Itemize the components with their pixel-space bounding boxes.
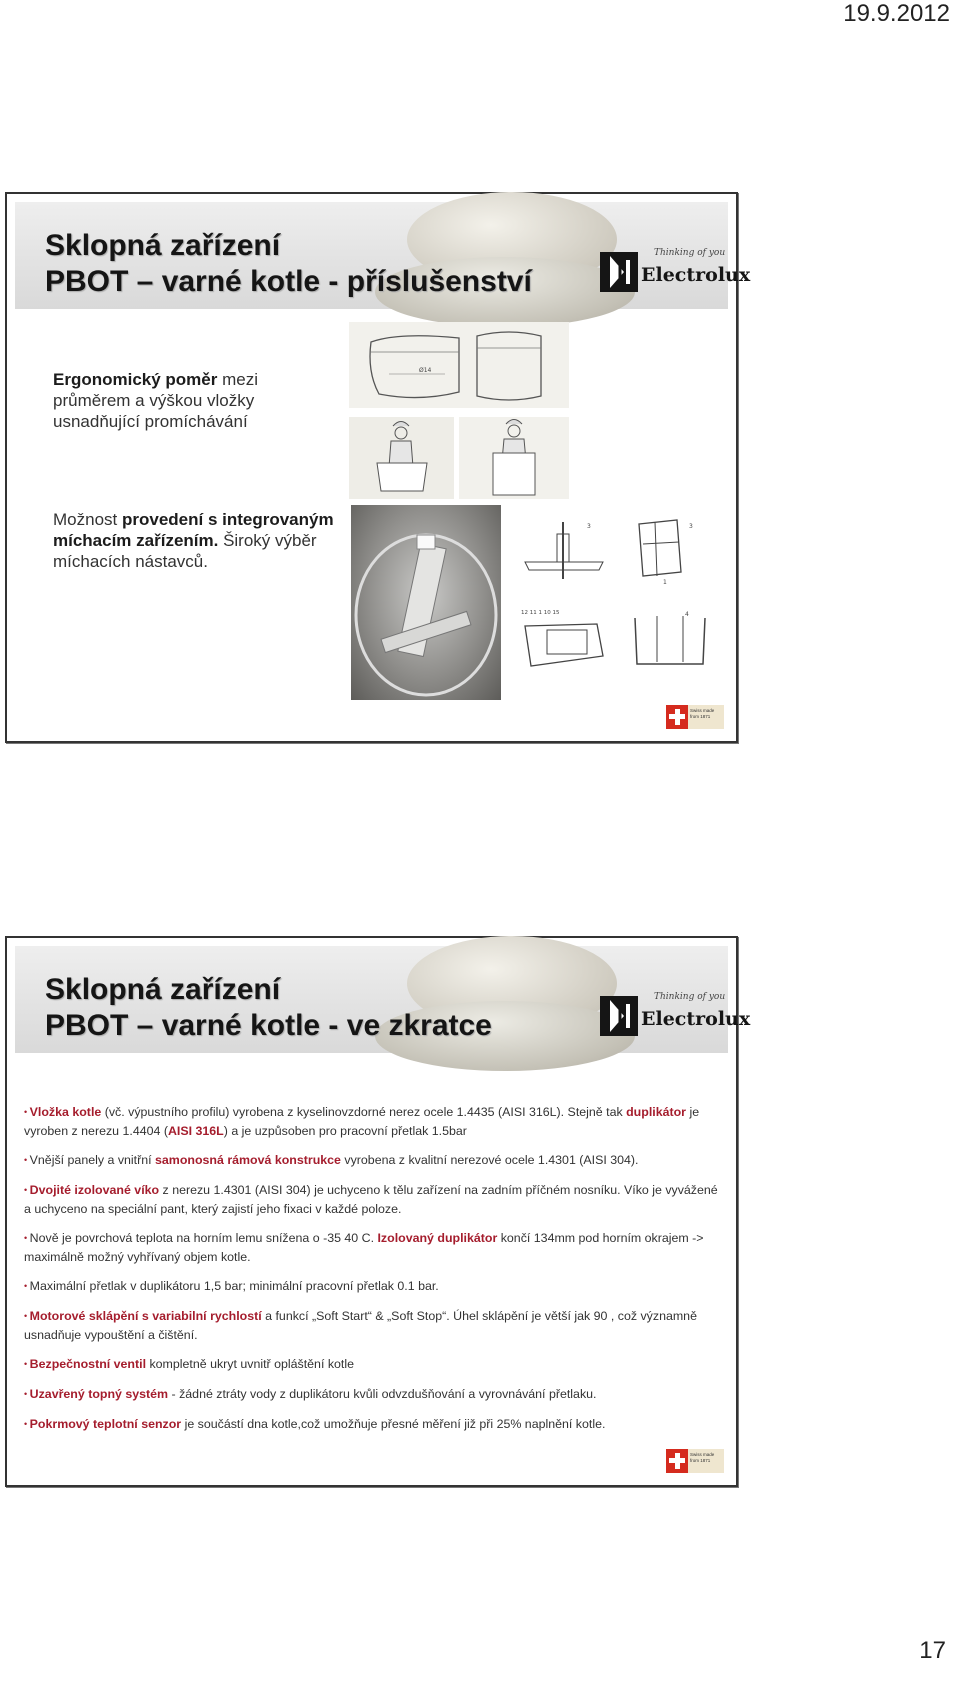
date-header: 19.9.2012	[843, 0, 950, 27]
summary-bullet	[24, 1103, 724, 1140]
highlight-text: samonosná rámová konstrukce	[155, 1153, 341, 1167]
highlight-text: Vložka kotle	[29, 1105, 102, 1119]
electrolux-mark-icon	[600, 252, 638, 292]
bullet-text: a funkcí „Soft Start“ & „Soft Stop“. Úhel sklápění je větší jak 90 , což významně usnadňuje vypouštění a čištění.	[24, 1309, 697, 1342]
electrolux-mark-icon	[600, 996, 638, 1036]
summary-bullet	[24, 1355, 724, 1374]
brand-name: Electrolux	[641, 1008, 751, 1030]
page-number: 17	[919, 1637, 946, 1664]
highlight-text: Dvojité izolované víko	[29, 1183, 160, 1197]
brand-tagline: Thinking of you	[654, 992, 726, 1002]
slide-accessories	[5, 192, 751, 743]
kettle-proportion-drawing	[349, 322, 569, 408]
chef-stirring-tall-kettle	[459, 417, 569, 499]
highlight-text: AISI 316L	[167, 1124, 224, 1138]
summary-bullet-list	[24, 1103, 724, 1445]
highlight-text: Bezpečnostní ventil	[29, 1357, 147, 1371]
electrolux-logo	[600, 992, 751, 1040]
swiss-made-badge: Swiss made from 1871	[666, 705, 724, 729]
summary-bullet	[24, 1277, 724, 1296]
integrated-mixer-photo	[351, 505, 501, 700]
svg-text:4: 4	[685, 611, 689, 618]
bullet-text: Maximální přetlak v duplikátoru 1,5 bar; minimální pracovní přetlak 0.1 bar.	[29, 1279, 439, 1293]
summary-bullet	[24, 1307, 724, 1344]
bullet-dot-icon: •	[24, 1359, 30, 1369]
electrolux-logo	[600, 248, 751, 296]
mixing-text: Možnost provedení s integrovaným míchacím zařízením. Široký výběr míchacích nástavců.	[53, 510, 334, 571]
mixing-attachment-drawing	[515, 514, 615, 589]
bullet-dot-icon: •	[24, 1311, 30, 1321]
brand-name: Electrolux	[641, 264, 751, 286]
slide-header	[15, 202, 751, 309]
bullet-text: - žádné ztráty vody z duplikátoru kvůli odvzdušňování a vyrovnávání přetlaku.	[168, 1387, 597, 1401]
slide-title: Sklopná zařízení PBOT – varné kotle - ve zkratce	[45, 973, 492, 1042]
highlight-text: Izolovaný duplikátor	[377, 1231, 498, 1245]
svg-text:1: 1	[663, 579, 667, 586]
summary-bullet	[24, 1229, 724, 1266]
swiss-flag-icon	[666, 1449, 688, 1473]
bullet-dot-icon: •	[24, 1389, 30, 1399]
svg-text:12 11 1 10 15: 12 11 1 10 15	[521, 610, 560, 616]
highlight-text: duplikátor	[626, 1105, 686, 1119]
bullet-text: je součástí dna kotle,což umožňuje přesné měření již při 25% naplnění kotle.	[181, 1417, 606, 1431]
bullet-text: Vnější panely a vnitřní	[29, 1153, 156, 1167]
mixing-attachment-drawing	[627, 514, 715, 589]
slide-summary	[5, 936, 751, 1487]
svg-text:3: 3	[587, 523, 591, 530]
bullet-text: končí 134mm pod horním okrajem -> maximálně možný vyhřívaný objem kotle.	[24, 1231, 704, 1264]
highlight-text: Uzavřený topný systém	[29, 1387, 169, 1401]
summary-bullet	[24, 1385, 724, 1404]
svg-text:3: 3	[689, 523, 693, 530]
bullet-text: z nerezu 1.4301 (AISI 304) je uchyceno k tělu zařízení na zadním příčném nosníku. Víko je vyvážené a uchyceno na speciální pant, který zajistí jeho fixaci v každé poloze.	[24, 1183, 718, 1216]
bullet-text: vyrobena z kvalitní nerezové ocele 1.4301 (AISI 304).	[340, 1153, 639, 1167]
bullet-dot-icon: •	[24, 1419, 30, 1429]
bullet-text: ) a je uzpůsoben pro pracovní přetlak 1.5bar	[223, 1124, 467, 1138]
summary-bullet	[24, 1415, 724, 1434]
swiss-flag-icon	[666, 705, 688, 729]
summary-bullet	[24, 1151, 724, 1170]
bullet-text: je vyroben z nerezu 1.4404 (	[24, 1105, 700, 1138]
mixing-attachment-drawing	[627, 606, 715, 674]
svg-text:Ø14: Ø14	[419, 367, 432, 374]
summary-bullet	[24, 1181, 724, 1218]
brand-tagline: Thinking of you	[654, 248, 726, 258]
highlight-text: Motorové sklápění s variabilní rychlostí	[29, 1309, 262, 1323]
ergonomic-text: Ergonomický poměr mezi průměrem a výškou vložky usnadňující promíchávání	[53, 370, 258, 431]
bullet-dot-icon: •	[24, 1281, 30, 1291]
slide-title: Sklopná zařízení PBOT – varné kotle - příslušenství	[45, 229, 532, 298]
bullet-text: kompletně ukryt uvnitř opláštění kotle	[146, 1357, 355, 1371]
swiss-made-badge: Swiss made from 1871	[666, 1449, 724, 1473]
bullet-dot-icon: •	[24, 1155, 30, 1165]
slide-header	[15, 946, 751, 1053]
chef-stirring-low-kettle	[349, 417, 454, 499]
bullet-text: (vč. výpustního profilu) vyrobena z kyselinovzdorné nerez ocele 1.4435 (AISI 316L). Stejně tak	[101, 1105, 627, 1119]
mixing-attachment-drawing	[517, 606, 613, 674]
bullet-dot-icon: •	[24, 1233, 30, 1243]
bullet-dot-icon: •	[24, 1107, 30, 1117]
highlight-text: Pokrmový teplotní senzor	[29, 1417, 182, 1431]
bullet-dot-icon: •	[24, 1185, 30, 1195]
bullet-text: Nově je povrchová teplota na horním lemu snížena o -35 40 C.	[29, 1231, 378, 1245]
